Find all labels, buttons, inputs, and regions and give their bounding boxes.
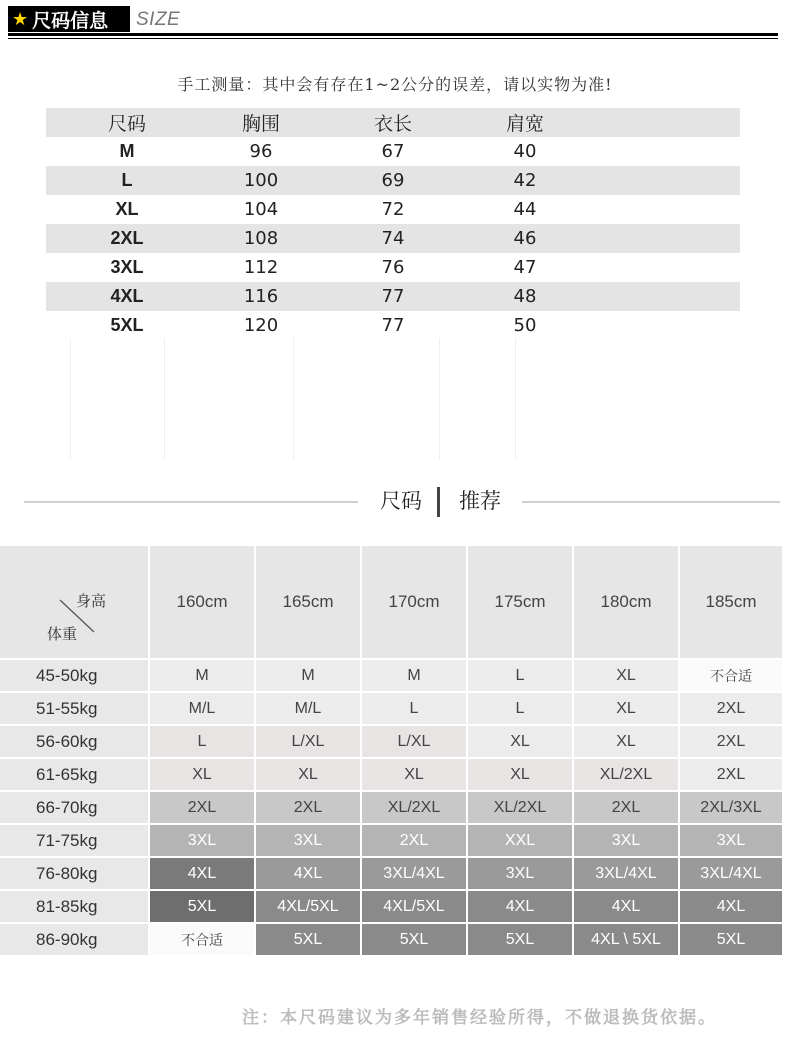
measure-header-cell: 尺码	[107, 113, 146, 135]
size-recommendation: XL/2XL	[574, 759, 678, 790]
weight-header: 56-60kg	[0, 726, 148, 757]
size-recommendation: 2XL	[680, 726, 782, 757]
weight-header: 51-55kg	[0, 693, 148, 724]
size-recommendation: M/L	[256, 693, 360, 724]
measure-value: 100	[243, 170, 279, 191]
recommend-title-right: 推荐	[459, 489, 501, 513]
measure-value: 40	[513, 141, 537, 162]
size-recommendation: 4XL	[680, 891, 782, 922]
measure-value: 47	[513, 257, 537, 278]
measure-value: 48	[513, 286, 537, 307]
size-recommendation: 3XL	[256, 825, 360, 856]
size-recommendation: XXL	[468, 825, 572, 856]
size-recommendation: XL	[574, 726, 678, 757]
corner-weight-label: 体重	[47, 626, 78, 643]
height-header: 180cm	[574, 546, 678, 658]
size-recommendation: XL	[468, 759, 572, 790]
height-header: 165cm	[256, 546, 360, 658]
corner-height-label: 身高	[76, 593, 107, 610]
height-header: 170cm	[362, 546, 466, 658]
measure-note: 手工测量：其中会有存在1~2公分的误差，请以实物为准!	[177, 75, 613, 94]
section-header	[8, 6, 778, 38]
weight-header: 76-80kg	[0, 858, 148, 889]
measure-row	[46, 224, 740, 253]
measure-value: 116	[243, 286, 279, 307]
size-recommendation: 3XL/4XL	[680, 858, 782, 889]
measure-value: 74	[381, 228, 405, 249]
size-recommendation: 2XL/3XL	[680, 792, 782, 823]
size-recommendation: L	[468, 660, 572, 691]
header-divider-thin	[8, 38, 778, 39]
measure-value: 69	[381, 170, 405, 191]
size-recommendation: L	[468, 693, 572, 724]
size-recommendation: 5XL	[362, 924, 466, 955]
weight-header: 45-50kg	[0, 660, 148, 691]
size-label: M	[119, 141, 135, 161]
title-line-right	[522, 501, 780, 503]
size-recommendation: M	[150, 660, 254, 691]
size-label: 2XL	[110, 228, 144, 248]
weight-header: 61-65kg	[0, 759, 148, 790]
size-recommendation: M	[256, 660, 360, 691]
size-recommendation: 4XL	[256, 858, 360, 889]
size-recommendation: XL	[150, 759, 254, 790]
weight-header: 66-70kg	[0, 792, 148, 823]
measure-row	[46, 282, 740, 311]
size-recommendation: XL/2XL	[362, 792, 466, 823]
measure-value: 72	[381, 199, 405, 220]
size-recommendation: 3XL/4XL	[574, 858, 678, 889]
size-recommendation: XL	[362, 759, 466, 790]
size-recommendation: 不合适	[150, 924, 254, 955]
size-recommendation: 4XL/5XL	[256, 891, 360, 922]
size-recommendation: 2XL	[256, 792, 360, 823]
size-recommendation: 4XL \ 5XL	[574, 924, 678, 955]
weight-header: 81-85kg	[0, 891, 148, 922]
size-recommendation: 3XL	[680, 825, 782, 856]
size-recommendation: 4XL	[150, 858, 254, 889]
size-recommendation: 2XL	[680, 693, 782, 724]
section-subtitle: SIZE	[136, 9, 181, 30]
faint-divider	[515, 338, 516, 460]
size-recommendation: 5XL	[468, 924, 572, 955]
height-header: 175cm	[468, 546, 572, 658]
title-line-left	[24, 501, 358, 503]
size-recommendation: M	[362, 660, 466, 691]
measure-value: 77	[381, 286, 405, 307]
measure-value: 67	[381, 141, 405, 162]
size-label: L	[121, 170, 133, 190]
size-recommendation: 4XL	[574, 891, 678, 922]
section-title-box	[8, 6, 130, 32]
size-recommendation: 2XL	[680, 759, 782, 790]
size-recommendation: XL	[574, 693, 678, 724]
measure-header-cell: 衣长	[373, 113, 412, 135]
measure-value: 120	[243, 315, 279, 336]
measure-value: 77	[381, 315, 405, 336]
size-recommendation: XL	[574, 660, 678, 691]
measure-row	[46, 253, 740, 282]
size-recommendation: 4XL/5XL	[362, 891, 466, 922]
height-header: 185cm	[680, 546, 782, 658]
size-recommendation: XL/2XL	[468, 792, 572, 823]
size-recommendation: 2XL	[150, 792, 254, 823]
size-recommendation: 3XL	[150, 825, 254, 856]
recommend-title-left: 尺码	[380, 489, 422, 513]
size-label: 4XL	[110, 286, 144, 306]
measure-value: 42	[513, 170, 537, 191]
size-recommendation: 3XL/4XL	[362, 858, 466, 889]
grid-corner	[0, 546, 148, 658]
size-recommendation: 4XL	[468, 891, 572, 922]
recommend-title	[0, 485, 790, 515]
star-icon: ★	[12, 8, 29, 30]
size-recommendation: 5XL	[150, 891, 254, 922]
size-label: 3XL	[110, 257, 144, 277]
footnote: 注：本尺码建议为多年销售经验所得，不做退换货依据。	[242, 1008, 717, 1028]
measure-value: 46	[513, 228, 537, 249]
header-divider	[8, 33, 778, 36]
size-recommendation: 2XL	[574, 792, 678, 823]
measure-value: 96	[249, 141, 273, 162]
size-recommendation: M/L	[150, 693, 254, 724]
size-label: XL	[115, 199, 139, 219]
faint-divider	[293, 338, 294, 460]
size-recommendation: 5XL	[256, 924, 360, 955]
measure-value: 50	[513, 315, 537, 336]
size-recommendation: 不合适	[680, 660, 782, 691]
faint-divider	[439, 338, 440, 460]
measure-header-row	[46, 108, 740, 137]
height-header: 160cm	[150, 546, 254, 658]
spacer-region	[0, 338, 790, 460]
faint-divider	[164, 338, 165, 460]
weight-header: 86-90kg	[0, 924, 148, 955]
measure-row	[46, 195, 740, 224]
weight-header: 71-75kg	[0, 825, 148, 856]
size-label: 5XL	[110, 315, 144, 335]
measure-value: 108	[243, 228, 279, 249]
measure-value: 112	[243, 257, 279, 278]
size-recommendation: L	[362, 693, 466, 724]
size-recommendation: XL	[256, 759, 360, 790]
faint-divider	[70, 338, 71, 460]
measure-row	[46, 166, 740, 195]
measure-value: 104	[243, 199, 279, 220]
size-recommendation: 3XL	[468, 858, 572, 889]
section-title: 尺码信息	[32, 9, 109, 32]
size-recommendation: 2XL	[362, 825, 466, 856]
size-recommendation: L/XL	[256, 726, 360, 757]
measure-header-cell: 胸围	[241, 113, 280, 135]
measure-row	[46, 311, 740, 340]
measurement-table	[46, 108, 740, 340]
title-separator	[437, 487, 440, 517]
measure-value: 44	[513, 199, 537, 220]
size-recommendation: L/XL	[362, 726, 466, 757]
measure-value: 76	[381, 257, 405, 278]
size-recommendation: XL	[468, 726, 572, 757]
measure-row	[46, 137, 740, 166]
size-recommendation: 5XL	[680, 924, 782, 955]
size-recommendation: 3XL	[574, 825, 678, 856]
measure-header-cell: 肩宽	[505, 113, 544, 135]
size-recommendation: L	[150, 726, 254, 757]
